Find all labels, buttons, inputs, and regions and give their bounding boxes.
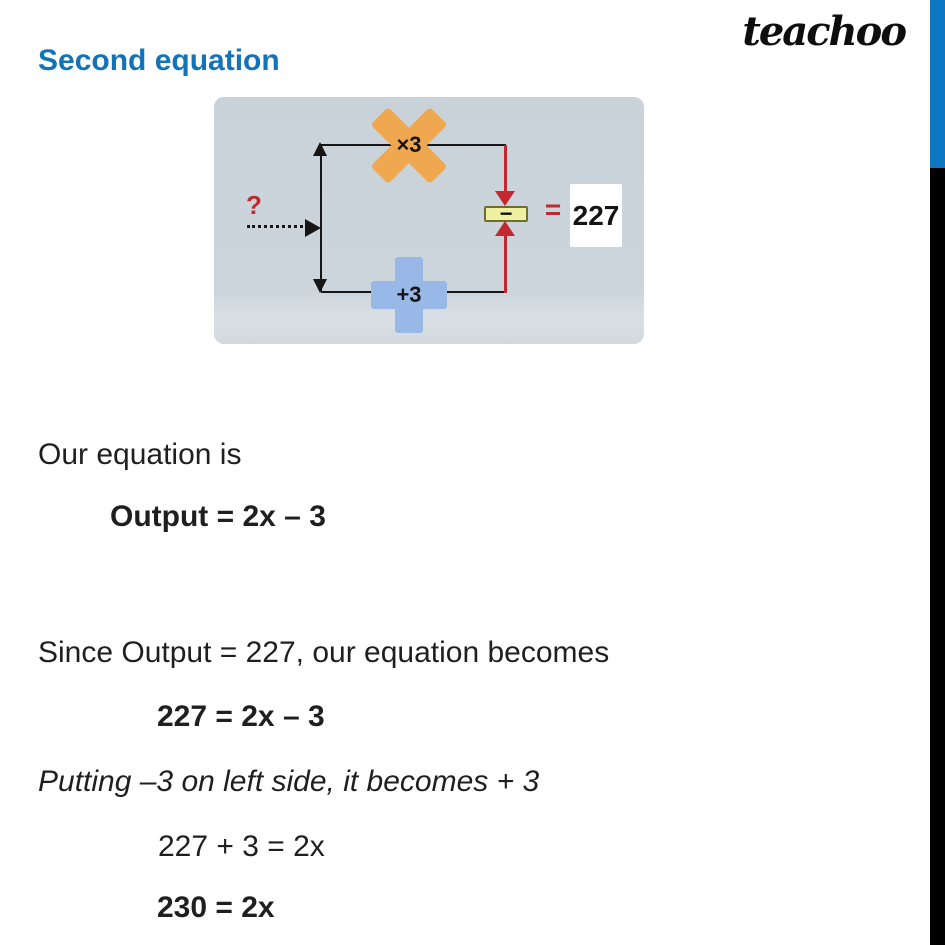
add-label: +3	[396, 282, 422, 307]
red-arrow-up-icon	[495, 221, 515, 236]
input-dotted-line	[247, 225, 309, 228]
converge-line-bottom	[504, 235, 507, 293]
right-edge-blue-bar	[930, 0, 945, 168]
equation-line: 227 + 3 = 2x	[158, 830, 325, 863]
multiply-label: ×3	[396, 132, 422, 157]
input-unknown-label: ?	[246, 190, 262, 220]
subtract-operator-box: −	[484, 206, 528, 222]
equals-sign: =	[544, 194, 562, 225]
note-line: Putting –3 on left side, it becomes + 3	[38, 765, 540, 798]
right-edge-black-bar	[930, 168, 945, 945]
teachoo-logo: teachoo	[742, 8, 905, 55]
equation-line: Output = 2x – 3	[110, 500, 326, 533]
output-value-box: 227	[570, 184, 622, 247]
equation-line: 227 = 2x – 3	[157, 700, 325, 733]
arrow-right-icon	[305, 219, 321, 237]
text-line: Our equation is	[38, 438, 242, 471]
equation-flow-diagram	[214, 97, 644, 344]
text-line: Since Output = 227, our equation becomes	[38, 636, 610, 669]
page-title: Second equation	[38, 44, 280, 77]
equation-line: 230 = 2x	[157, 891, 275, 924]
